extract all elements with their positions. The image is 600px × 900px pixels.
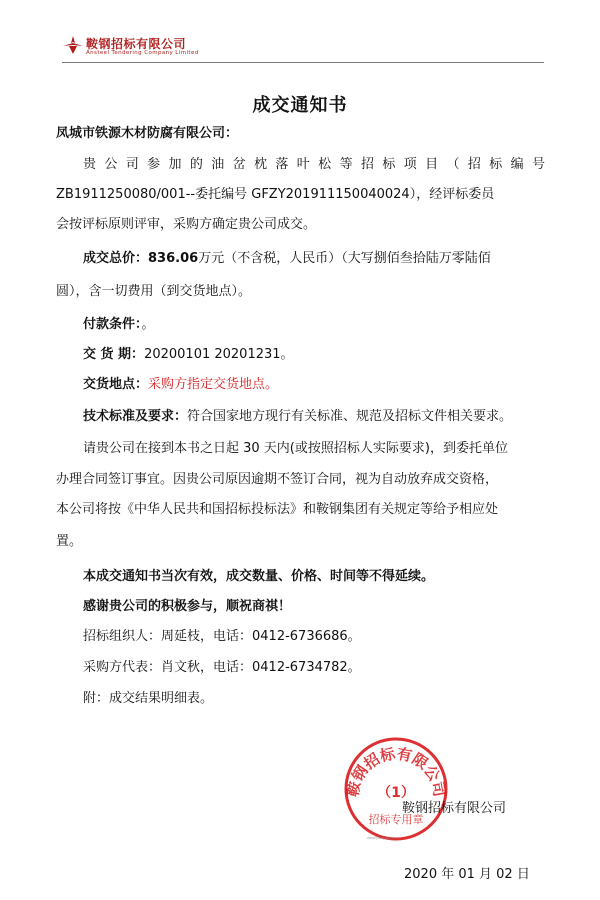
issue-date: 2020 年 01 月 02 日 xyxy=(404,867,530,882)
payment-terms xyxy=(83,316,155,334)
attachment-note: 附：成交结果明细表。 xyxy=(83,691,214,706)
delivery-period-label: 交 货 期： xyxy=(83,347,145,362)
recipient: 凤城市铁源木材防腐有限公司： xyxy=(56,126,239,141)
organizer-contact: 招标组织人：周延枝，电话：0412-6736686。 xyxy=(83,629,361,644)
price-amount: 836.06 xyxy=(148,251,199,266)
delivery-place-value: 采购方指定交货地点。 xyxy=(148,377,279,392)
buyer-representative: 采购方代表：肖文秋，电话：0412-6734782。 xyxy=(83,660,361,675)
seal-bottom-text: 招标专用章 xyxy=(368,813,424,826)
paragraph-1-line-3: 会按评标原则评审，采购方确定贵公司成交。 xyxy=(56,217,317,232)
company-name-cn: 鞍钢招标有限公司 xyxy=(86,37,187,51)
paragraph-2-line-3: 本公司将按《中华人民共和国招标投标法》和鞍钢集团有关规定等给予相应处 xyxy=(56,502,499,517)
price-unit-text: 万元（不含税，人民币）（大写捌佰叁拾陆万零陆佰 xyxy=(198,251,491,266)
signatory: 鞍钢招标有限公司 xyxy=(402,801,507,816)
seal-center-text: （1） xyxy=(377,785,415,801)
delivery-place-label: 交货地点： xyxy=(83,377,149,392)
price-line-2: 圆），含一切费用（到交货地点）。 xyxy=(56,284,252,299)
delivery-period xyxy=(83,346,294,364)
paragraph-1-line-1: 贵公司参加的油岔枕落叶松等招标项目（招标编号 xyxy=(83,157,545,172)
delivery-place xyxy=(83,376,278,394)
paragraph-2-line-4: 置。 xyxy=(56,534,83,549)
technical-value: 符合国家地方现行有关标准、规范及招标文件相关要求。 xyxy=(187,409,513,424)
header-divider xyxy=(62,62,544,63)
seal-ring-text: 鞍钢招标有限公司 xyxy=(343,744,449,799)
price-line xyxy=(83,250,491,268)
letterhead xyxy=(62,34,542,62)
payment-value: 。 xyxy=(141,317,155,332)
paragraph-1-line-2: ZB1911250080/001--委托编号 GFZY201911150040024），经评标委员 xyxy=(56,187,495,202)
thanks-line: 感谢贵公司的积极参与，顺祝商祺！ xyxy=(83,599,292,614)
document-title: 成交通知书 xyxy=(252,95,348,116)
paragraph-2-line-1: 请贵公司在接到本书之日起 30 天内(或按照招标人实际要求)，到委托单位 xyxy=(83,441,508,456)
delivery-period-value: 20200101 20201231。 xyxy=(144,347,294,362)
seal-timestamp: 2020年01月02日17 xyxy=(367,836,396,840)
company-name-en: Ansteel Tendering Company Limited xyxy=(86,50,199,56)
validity-notice: 本成交通知书当次有效，成交数量、价格、时间等不得延续。 xyxy=(83,569,435,584)
company-logo-icon xyxy=(62,34,84,56)
payment-label: 付款条件： xyxy=(83,317,142,332)
technical-label: 技术标准及要求： xyxy=(83,409,188,424)
paragraph-2-line-2: 办理合同签订事宜。因贵公司原因逾期不签订合同，视为自动放弃成交资格， xyxy=(56,472,499,487)
company-seal-stamp xyxy=(342,735,450,843)
price-label: 成交总价： xyxy=(83,251,149,266)
technical-requirements xyxy=(83,408,512,426)
